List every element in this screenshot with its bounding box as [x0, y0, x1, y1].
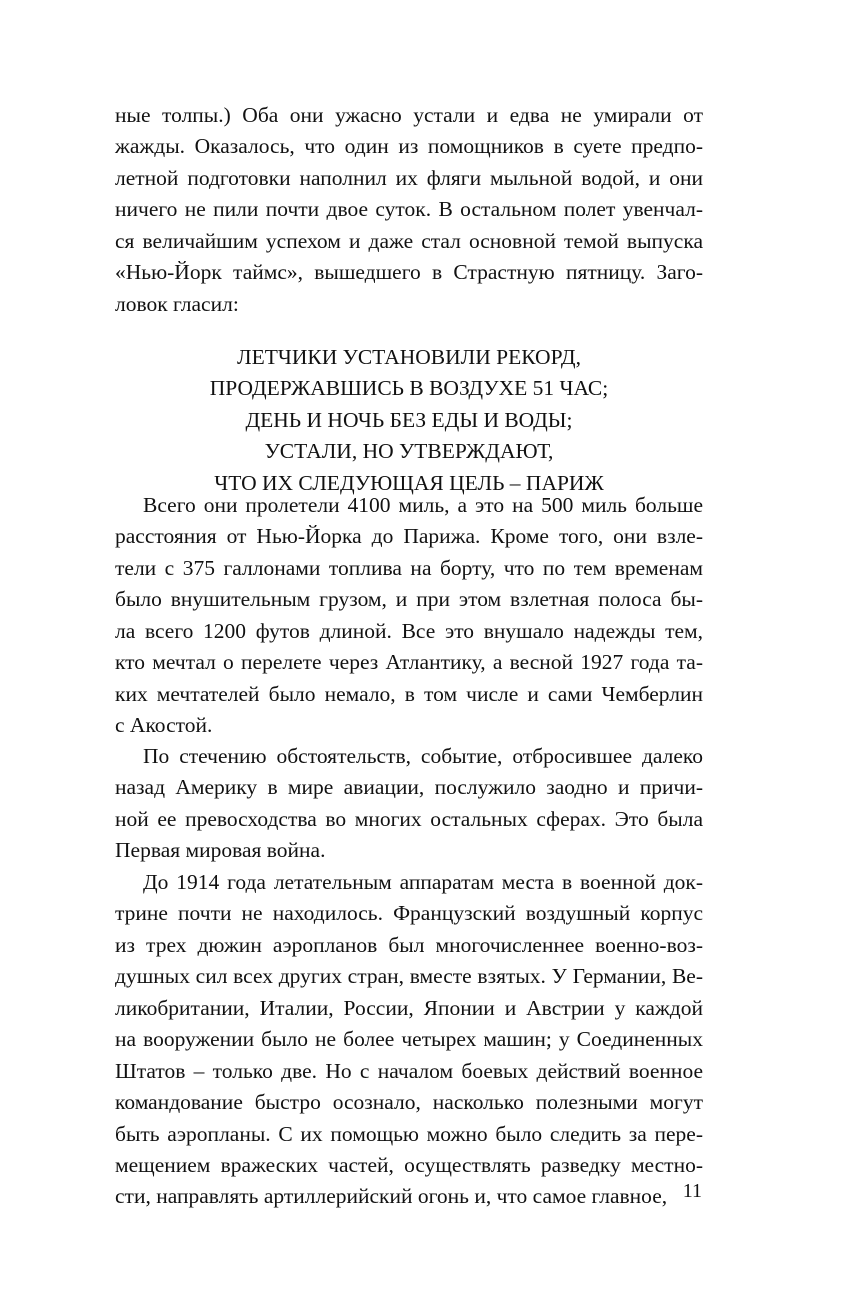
text-line: командование быстро осознало, насколько полезными могут: [115, 1090, 703, 1115]
text-line: летной подготовки наполнил их фляги мыльной водой, и они: [115, 165, 703, 190]
text-line: ДЕНЬ И НОЧЬ БЕЗ ЕДЫ И ВОДЫ;: [245, 407, 573, 432]
text-line: ной ее превосходства во многих остальных сферах. Это была: [115, 806, 703, 831]
text-line: «Нью-Йорк таймс», вышедшего в Страстную пятницу. Заго-: [115, 260, 703, 285]
text-line: из трех дюжин аэропланов был многочисленнее военно-воз-: [115, 932, 703, 957]
text-line: сти, направлять артиллерийский огонь и, что самое главное,: [115, 1184, 668, 1209]
text-line: До 1914 года летательным аппаратам места в военной док-: [143, 870, 703, 894]
text-line: было внушительным грузом, и при этом взлетная полоса бы-: [115, 587, 703, 612]
newspaper-headline: [115, 342, 703, 499]
page-number: 11: [682, 1180, 702, 1202]
text-line: ПРОДЕРЖАВШИСЬ В ВОЗДУХЕ 51 ЧАС;: [209, 376, 609, 401]
text-line: Штатов – только две. Но с началом боевых действий военное: [115, 1058, 703, 1083]
text-line: ких мечтателей было немало, в том числе и сами Чемберлин: [115, 681, 703, 706]
text-line: ловок гласил:: [115, 291, 239, 316]
paragraph-world-war: [115, 741, 703, 867]
text-line: на вооружении было не более четырех машин; у Соединенных: [115, 1027, 703, 1052]
text-line: кто мечтал о перелете через Атлантику, а весной 1927 года та-: [115, 650, 703, 675]
text-line: ликобритании, Италии, России, Японии и Австрии у каждой: [115, 995, 703, 1020]
paragraph-military-doctrine: [115, 867, 703, 1213]
text-line: Первая мировая война.: [115, 838, 326, 863]
text-line: расстояния от Нью-Йорка до Парижа. Кроме того, они взле-: [115, 524, 703, 549]
paragraph-continuation: [115, 100, 703, 320]
text-line: тели с 375 галлонами топлива на борту, что по тем временам: [115, 555, 703, 580]
paragraph-distance: [115, 490, 703, 742]
text-line: мещением вражеских частей, осуществлять разведку местно-: [115, 1152, 703, 1177]
text-line: с Акостой.: [115, 713, 213, 738]
text-line: УСТАЛИ, НО УТВЕРЖДАЮТ,: [264, 439, 554, 464]
text-line: быть аэропланы. С их помощью можно было следить за пере-: [115, 1121, 703, 1146]
text-line: трине почти не находилось. Французский воздушный корпус: [115, 901, 703, 926]
text-line: ЛЕТЧИКИ УСТАНОВИЛИ РЕКОРД,: [237, 345, 581, 369]
text-line: назад Америку в мире авиации, послужило заодно и причи-: [115, 775, 703, 800]
text-line: ные толпы.) Оба они ужасно устали и едва не умирали от: [115, 103, 703, 127]
text-line: ничего не пили почти двое суток. В остальном полет увенчал-: [115, 197, 703, 222]
text-line: ся величайшим успехом и даже стал основной темой выпуска: [115, 228, 703, 253]
text-line: ЧТО ИХ СЛЕДУЮЩАЯ ЦЕЛЬ – ПАРИЖ: [214, 470, 604, 495]
text-line: По стечению обстоятельств, событие, отбросившее далеко: [143, 744, 703, 768]
text-line: жажды. Оказалось, что один из помощников в суете предпо-: [115, 134, 703, 159]
text-line: ла всего 1200 футов длиной. Все это внушало надежды тем,: [115, 618, 703, 643]
text-line: Всего они пролетели 4100 миль, а это на 500 миль больше: [143, 493, 703, 517]
text-line: душных сил всех других стран, вместе взятых. У Германии, Ве-: [115, 964, 703, 989]
